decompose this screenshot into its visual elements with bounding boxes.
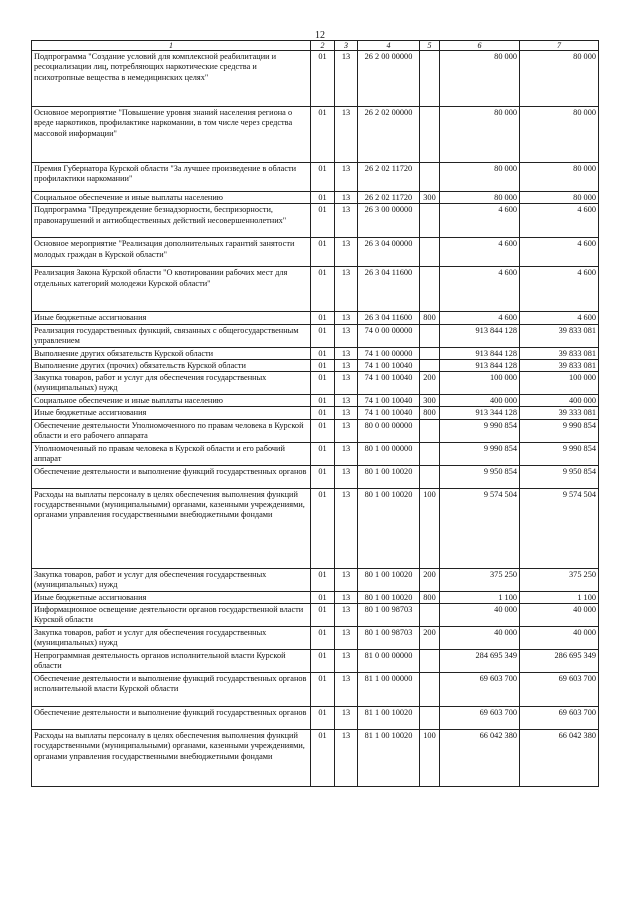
row-name-cell: Обеспечение деятельности и выполнение функций государственных органов исполнительной власти Курской области [32,673,311,707]
subsection-code-cell: 13 [335,204,358,238]
table-row [32,267,599,312]
table-row [32,465,599,488]
subsection-code-cell: 13 [335,312,358,324]
row-name-cell: Расходы на выплаты персоналу в целях обеспечения выполнения функций государственными (муниципальными) органами, казенными учреждениями, органами управления государственными внебюджетными фондами [32,730,311,787]
amount-year2-cell: 9 574 504 [520,488,599,568]
section-code-cell: 01 [311,627,335,650]
amount-year2-cell: 39 833 081 [520,347,599,359]
subsection-code-cell: 13 [335,407,358,419]
section-code-cell: 01 [311,347,335,359]
target-article-cell: 74 0 00 00000 [358,324,420,347]
table-row [32,359,599,371]
amount-year2-cell: 69 603 700 [520,707,599,730]
column-number: 6 [440,41,520,51]
section-code-cell: 01 [311,673,335,707]
expense-type-cell [420,465,440,488]
expense-type-cell [420,604,440,627]
subsection-code-cell: 13 [335,347,358,359]
row-name-cell: Социальное обеспечение и иные выплаты населению [32,192,311,204]
target-article-cell: 74 1 00 00000 [358,347,420,359]
amount-year1-cell: 9 990 854 [440,442,520,465]
section-code-cell: 01 [311,465,335,488]
expense-type-cell: 800 [420,312,440,324]
target-article-cell: 80 1 00 10020 [358,465,420,488]
row-name-cell: Расходы на выплаты персоналу в целях обеспечения выполнения функций государственными (муниципальными) органами, казенными учреждениями, органами управления государственными внебюджетными фондами [32,488,311,568]
subsection-code-cell: 13 [335,163,358,192]
column-number: 7 [520,41,599,51]
column-number: 2 [311,41,335,51]
amount-year2-cell: 80 000 [520,107,599,163]
amount-year1-cell: 40 000 [440,627,520,650]
expense-type-cell [420,204,440,238]
expense-type-cell: 800 [420,591,440,603]
section-code-cell: 01 [311,372,335,395]
subsection-code-cell: 13 [335,465,358,488]
amount-year1-cell: 9 990 854 [440,419,520,442]
table-row [32,347,599,359]
section-code-cell: 01 [311,163,335,192]
amount-year1-cell: 4 600 [440,267,520,312]
table-row [32,591,599,603]
row-name-cell: Реализация Закона Курской области "О квотировании рабочих мест для отдельных категорий молодежи Курской области" [32,267,311,312]
target-article-cell: 80 1 00 10020 [358,488,420,568]
target-article-cell: 80 0 00 00000 [358,419,420,442]
section-code-cell: 01 [311,568,335,591]
amount-year2-cell: 4 600 [520,238,599,267]
target-article-cell: 74 1 00 10040 [358,407,420,419]
table-row [32,604,599,627]
expense-type-cell [420,324,440,347]
section-code-cell: 01 [311,604,335,627]
row-name-cell: Подпрограмма "Создание условий для комплексной реабилитации и ресоциализации лиц, потребляющих наркотические средства и психотропные вещества в немедицинских целях" [32,51,311,107]
expense-type-cell [420,107,440,163]
amount-year2-cell: 80 000 [520,51,599,107]
column-number: 4 [358,41,420,51]
amount-year2-cell: 69 603 700 [520,673,599,707]
row-name-cell: Основное мероприятие "Повышение уровня знаний населения региона о вреде наркотиков, профилактике наркомании, в том числе через средства массовой информации" [32,107,311,163]
expense-type-cell [420,442,440,465]
section-code-cell: 01 [311,204,335,238]
amount-year2-cell: 80 000 [520,192,599,204]
amount-year2-cell: 39 833 081 [520,324,599,347]
expense-type-cell [420,267,440,312]
amount-year1-cell: 375 250 [440,568,520,591]
row-name-cell: Основное мероприятие "Реализация дополнительных гарантий занятости молодых граждан в Курской области" [32,238,311,267]
amount-year2-cell: 4 600 [520,204,599,238]
table-row [32,650,599,673]
amount-year1-cell: 40 000 [440,604,520,627]
subsection-code-cell: 13 [335,673,358,707]
section-code-cell: 01 [311,192,335,204]
table-row [32,163,599,192]
table-row [32,627,599,650]
target-article-cell: 26 2 02 00000 [358,107,420,163]
section-code-cell: 01 [311,407,335,419]
table-row [32,442,599,465]
table-row [32,51,599,107]
amount-year1-cell: 80 000 [440,163,520,192]
section-code-cell: 01 [311,267,335,312]
section-code-cell: 01 [311,488,335,568]
table-row [32,238,599,267]
amount-year1-cell: 913 844 128 [440,324,520,347]
section-code-cell: 01 [311,324,335,347]
subsection-code-cell: 13 [335,442,358,465]
row-name-cell: Подпрограмма "Предупреждение безнадзорности, беспризорности, правонарушений и антиобщественных действий несовершеннолетних" [32,204,311,238]
subsection-code-cell: 13 [335,107,358,163]
subsection-code-cell: 13 [335,707,358,730]
row-name-cell: Обеспечение деятельности и выполнение функций государственных органов [32,707,311,730]
subsection-code-cell: 13 [335,419,358,442]
amount-year1-cell: 69 603 700 [440,673,520,707]
subsection-code-cell: 13 [335,372,358,395]
target-article-cell: 26 3 04 11600 [358,267,420,312]
section-code-cell: 01 [311,107,335,163]
amount-year1-cell: 913 844 128 [440,347,520,359]
section-code-cell: 01 [311,51,335,107]
subsection-code-cell: 13 [335,627,358,650]
expense-type-cell [420,347,440,359]
section-code-cell: 01 [311,419,335,442]
amount-year2-cell: 39 333 081 [520,407,599,419]
expense-type-cell [420,650,440,673]
section-code-cell: 01 [311,312,335,324]
table-row [32,107,599,163]
table-row [32,673,599,707]
target-article-cell: 81 1 00 00000 [358,673,420,707]
table-row [32,568,599,591]
target-article-cell: 26 2 02 11720 [358,192,420,204]
page-number: 12 [315,30,325,41]
row-name-cell: Непрограммная деятельность органов исполнительной власти Курской области [32,650,311,673]
subsection-code-cell: 13 [335,324,358,347]
expense-type-cell: 800 [420,407,440,419]
amount-year1-cell: 4 600 [440,238,520,267]
column-number: 5 [420,41,440,51]
expense-type-cell: 300 [420,192,440,204]
amount-year1-cell: 4 600 [440,204,520,238]
row-name-cell: Иные бюджетные ассигнования [32,591,311,603]
row-name-cell: Премия Губернатора Курской области "За лучшее произведение в области профилактики наркомании" [32,163,311,192]
expense-type-cell: 100 [420,730,440,787]
row-name-cell: Реализация государственных функций, связанных с общегосударственным управлением [32,324,311,347]
amount-year1-cell: 913 844 128 [440,359,520,371]
amount-year2-cell: 286 695 349 [520,650,599,673]
expense-type-cell: 200 [420,568,440,591]
amount-year1-cell: 4 600 [440,312,520,324]
subsection-code-cell: 13 [335,604,358,627]
amount-year1-cell: 66 042 380 [440,730,520,787]
row-name-cell: Обеспечение деятельности и выполнение функций государственных органов [32,465,311,488]
amount-year1-cell: 80 000 [440,51,520,107]
amount-year1-cell: 9 574 504 [440,488,520,568]
table-row [32,192,599,204]
subsection-code-cell: 13 [335,359,358,371]
subsection-code-cell: 13 [335,267,358,312]
amount-year1-cell: 284 695 349 [440,650,520,673]
subsection-code-cell: 13 [335,238,358,267]
expense-type-cell [420,163,440,192]
target-article-cell: 80 1 00 00000 [358,442,420,465]
target-article-cell: 74 1 00 10040 [358,372,420,395]
row-name-cell: Иные бюджетные ассигнования [32,312,311,324]
table-row [32,488,599,568]
row-name-cell: Информационное освещение деятельности органов государственной власти Курской области [32,604,311,627]
row-name-cell: Уполномоченный по правам человека в Курской области и его рабочий аппарат [32,442,311,465]
target-article-cell: 26 3 04 11600 [358,312,420,324]
column-number-row [32,41,599,51]
row-name-cell: Закупка товаров, работ и услуг для обеспечения государственных (муниципальных) нужд [32,568,311,591]
expense-type-cell [420,51,440,107]
amount-year2-cell: 39 833 081 [520,359,599,371]
target-article-cell: 26 3 00 00000 [358,204,420,238]
subsection-code-cell: 13 [335,568,358,591]
row-name-cell: Выполнение других обязательств Курской области [32,347,311,359]
amount-year1-cell: 80 000 [440,107,520,163]
amount-year2-cell: 9 990 854 [520,442,599,465]
subsection-code-cell: 13 [335,395,358,407]
amount-year2-cell: 4 600 [520,312,599,324]
subsection-code-cell: 13 [335,51,358,107]
expense-type-cell [420,673,440,707]
target-article-cell: 80 1 00 10020 [358,591,420,603]
budget-table [31,40,599,787]
section-code-cell: 01 [311,442,335,465]
section-code-cell: 01 [311,395,335,407]
section-code-cell: 01 [311,359,335,371]
target-article-cell: 26 3 04 00000 [358,238,420,267]
row-name-cell: Выполнение других (прочих) обязательств Курской области [32,359,311,371]
amount-year2-cell: 1 100 [520,591,599,603]
amount-year1-cell: 80 000 [440,192,520,204]
subsection-code-cell: 13 [335,650,358,673]
target-article-cell: 26 2 02 11720 [358,163,420,192]
expense-type-cell [420,238,440,267]
amount-year2-cell: 9 950 854 [520,465,599,488]
target-article-cell: 80 1 00 98703 [358,627,420,650]
expense-type-cell [420,359,440,371]
amount-year1-cell: 100 000 [440,372,520,395]
table-row [32,324,599,347]
target-article-cell: 80 1 00 98703 [358,604,420,627]
column-number: 3 [335,41,358,51]
table-row [32,204,599,238]
amount-year2-cell: 9 990 854 [520,419,599,442]
subsection-code-cell: 13 [335,730,358,787]
table-row [32,395,599,407]
row-name-cell: Обеспечение деятельности Уполномоченного по правам человека в Курской области и его рабочего аппарата [32,419,311,442]
row-name-cell: Социальное обеспечение и иные выплаты населению [32,395,311,407]
target-article-cell: 81 0 00 00000 [358,650,420,673]
table-row [32,730,599,787]
expense-type-cell: 200 [420,627,440,650]
amount-year2-cell: 100 000 [520,372,599,395]
target-article-cell: 26 2 00 00000 [358,51,420,107]
row-name-cell: Закупка товаров, работ и услуг для обеспечения государственных (муниципальных) нужд [32,627,311,650]
target-article-cell: 74 1 00 10040 [358,395,420,407]
amount-year2-cell: 375 250 [520,568,599,591]
table-row [32,372,599,395]
subsection-code-cell: 13 [335,591,358,603]
amount-year1-cell: 1 100 [440,591,520,603]
amount-year1-cell: 400 000 [440,395,520,407]
amount-year2-cell: 40 000 [520,604,599,627]
target-article-cell: 80 1 00 10020 [358,568,420,591]
row-name-cell: Закупка товаров, работ и услуг для обеспечения государственных (муниципальных) нужд [32,372,311,395]
target-article-cell: 74 1 00 10040 [358,359,420,371]
amount-year2-cell: 80 000 [520,163,599,192]
amount-year1-cell: 69 603 700 [440,707,520,730]
amount-year2-cell: 400 000 [520,395,599,407]
section-code-cell: 01 [311,730,335,787]
amount-year2-cell: 66 042 380 [520,730,599,787]
expense-type-cell [420,419,440,442]
section-code-cell: 01 [311,238,335,267]
section-code-cell: 01 [311,591,335,603]
amount-year1-cell: 9 950 854 [440,465,520,488]
table-row [32,707,599,730]
section-code-cell: 01 [311,650,335,673]
table-row [32,407,599,419]
expense-type-cell: 200 [420,372,440,395]
amount-year2-cell: 40 000 [520,627,599,650]
subsection-code-cell: 13 [335,488,358,568]
row-name-cell: Иные бюджетные ассигнования [32,407,311,419]
table-row [32,312,599,324]
amount-year2-cell: 4 600 [520,267,599,312]
subsection-code-cell: 13 [335,192,358,204]
expense-type-cell: 300 [420,395,440,407]
table-row [32,419,599,442]
expense-type-cell [420,707,440,730]
target-article-cell: 81 1 00 10020 [358,730,420,787]
expense-type-cell: 100 [420,488,440,568]
column-number: 1 [32,41,311,51]
target-article-cell: 81 1 00 10020 [358,707,420,730]
section-code-cell: 01 [311,707,335,730]
amount-year1-cell: 913 344 128 [440,407,520,419]
